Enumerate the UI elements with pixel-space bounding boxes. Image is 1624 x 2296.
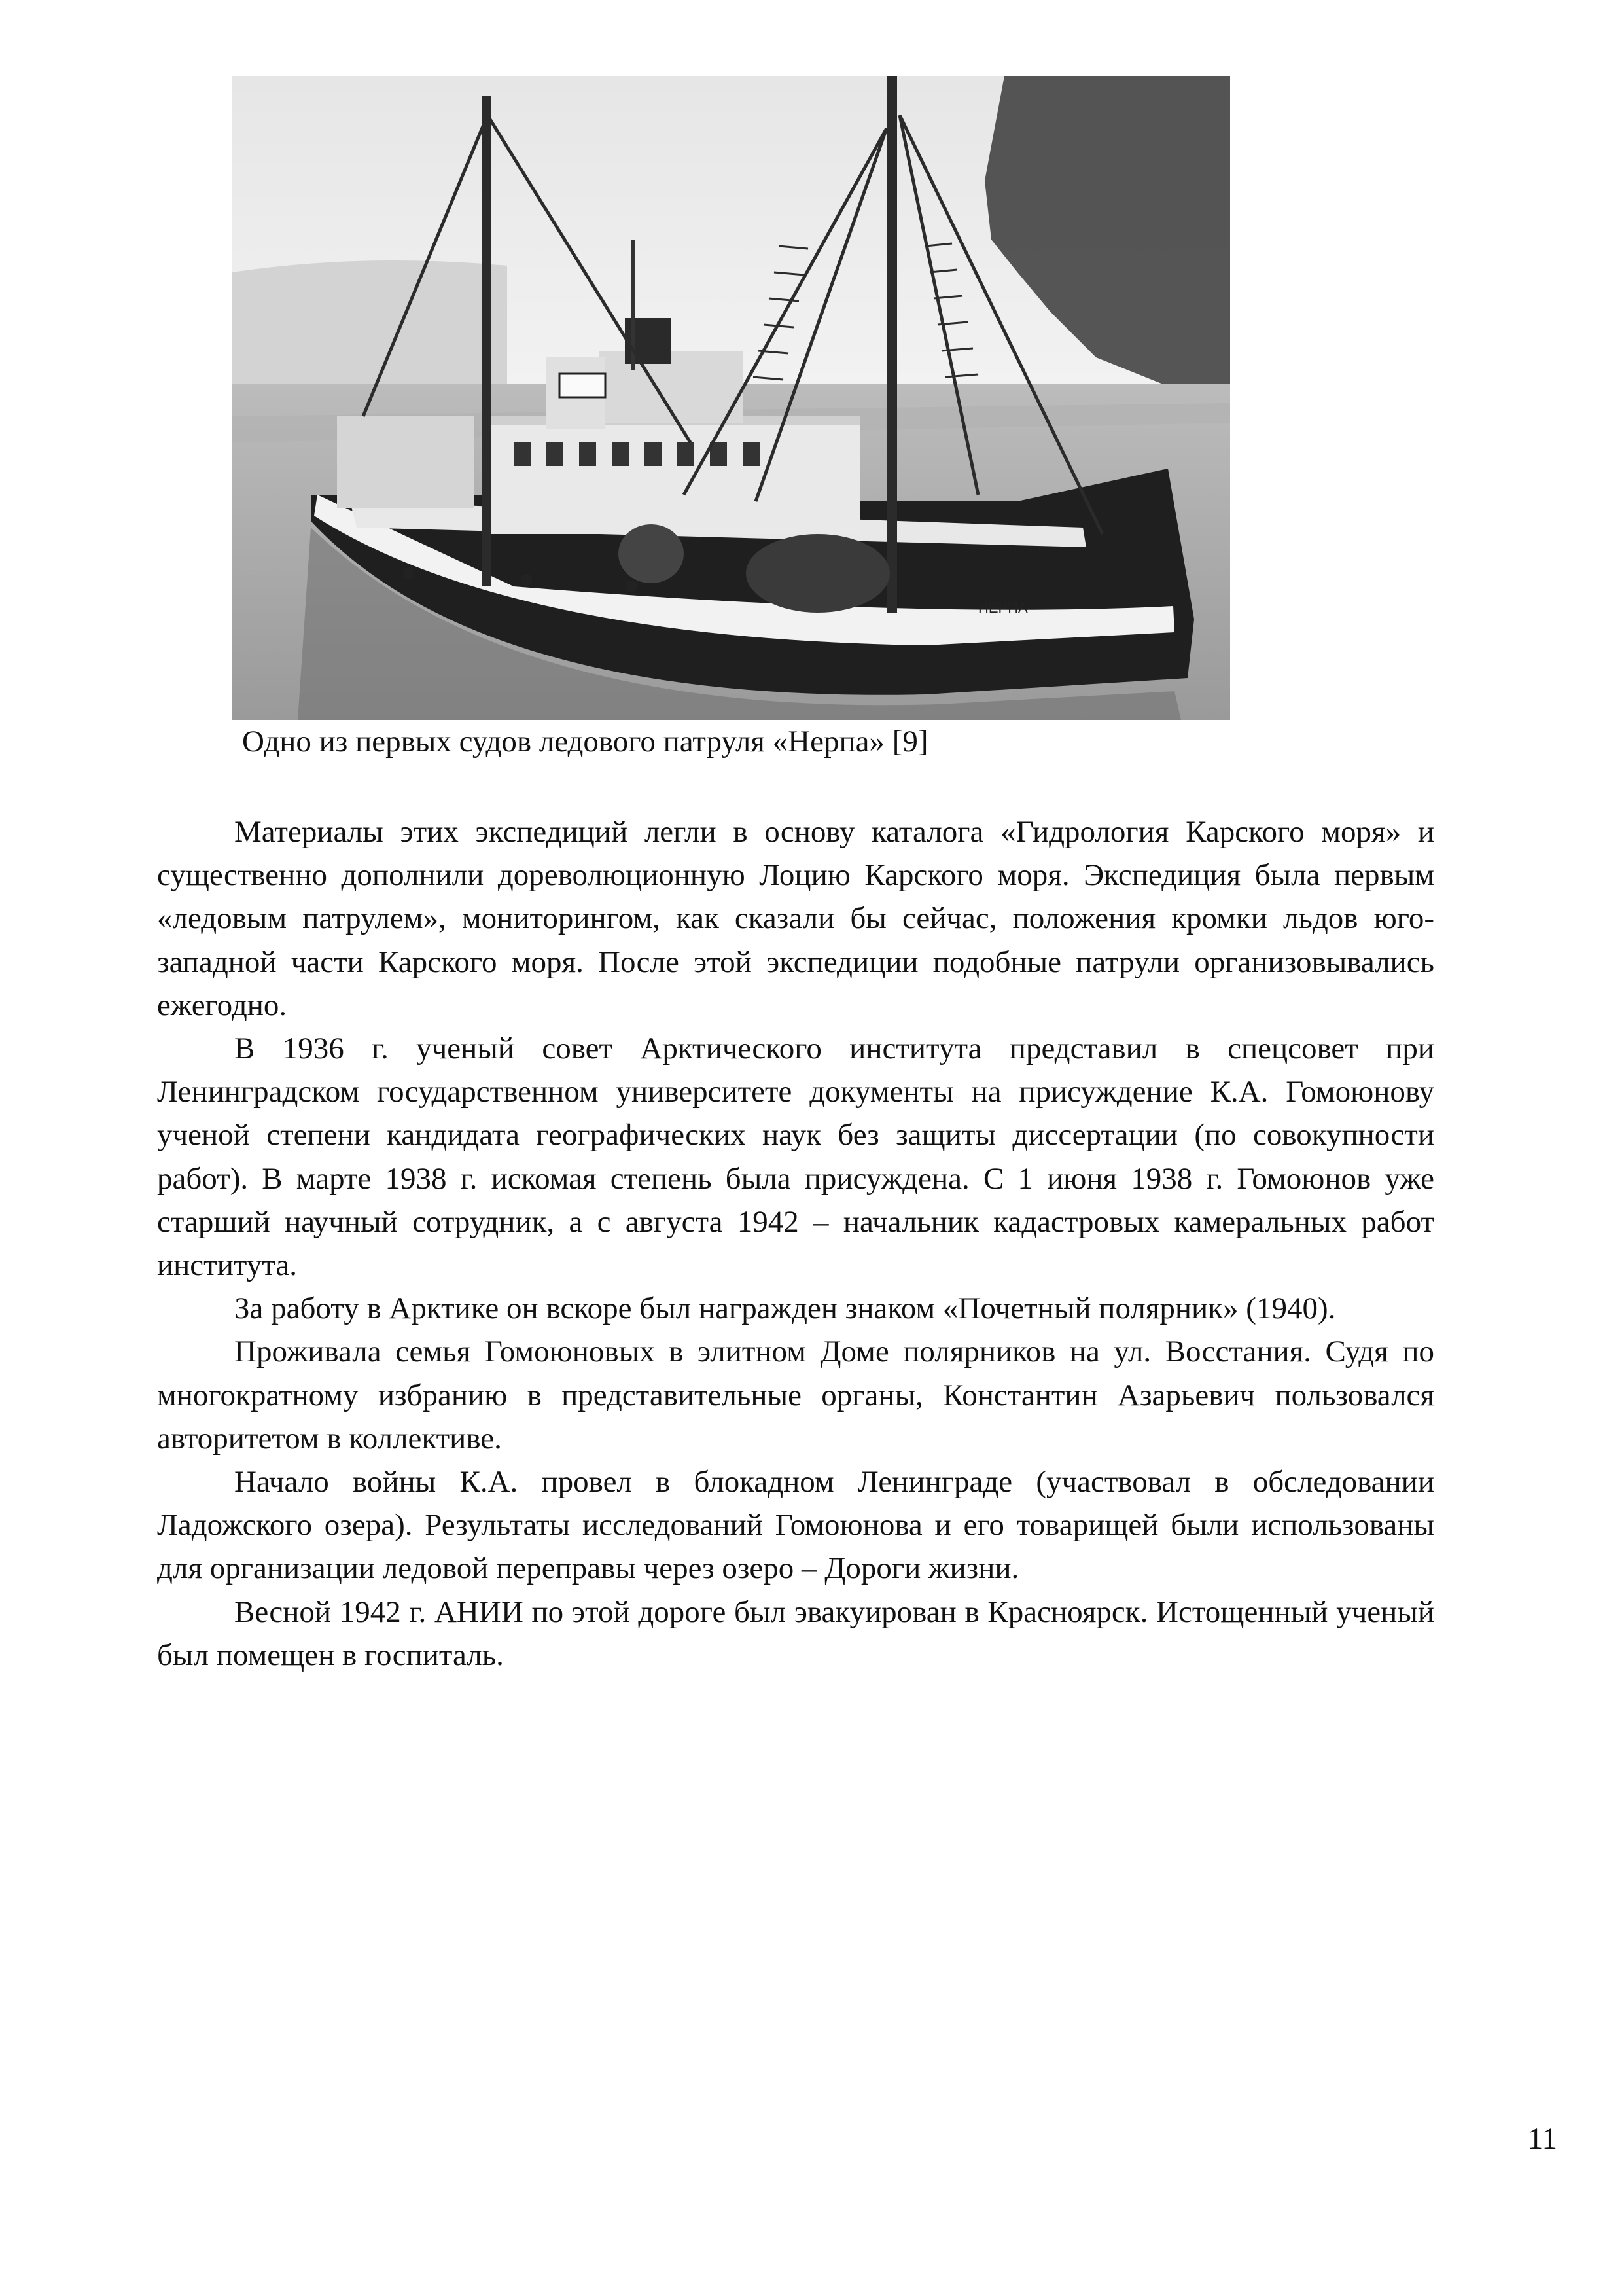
hull-ship-name: НЕРПА bbox=[978, 600, 1028, 616]
paragraph: В 1936 г. ученый совет Арктического института представил в спецсовет при Ленинградском государственном университете документы на присуждение К.А. Гомоюнову ученой степени кандидата географических наук без защиты диссертации (по совокупности работ). В марте 1938 г. искомая степень была присуждена. С 1 июня 1938 г. Гомоюнов уже старший научный сотрудник, а с августа 1942 – начальник кадастровых камеральных работ института. bbox=[157, 1031, 1434, 1283]
paragraph: Проживала семья Гомоюновых в элитном Доме полярников на ул. Восстания. Судя по многократному избранию в представительные органы, Константин Азарьевич пользовался авторитетом в коллективе. bbox=[157, 1335, 1434, 1456]
paragraph: Начало войны К.А. провел в блокадном Ленинграде (участвовал в обследовании Ладожского озера). Результаты исследований Гомоюнова и его товарищей были использованы для организации ледовой переправы через озеро – Дороги жизни. bbox=[157, 1465, 1434, 1586]
ship-photo bbox=[232, 76, 1230, 720]
paragraph: Весной 1942 г. АНИИ по этой дороге был эвакуирован в Красноярск. Истощенный ученый был помещен в госпиталь. bbox=[157, 1594, 1434, 1672]
paragraph: За работу в Арктике он вскоре был награжден знаком «Почетный полярник» (1940). bbox=[234, 1291, 1336, 1326]
figure-caption: Одно из первых судов ледового патруля «Нерпа» [9] bbox=[242, 725, 928, 759]
page-number: 11 bbox=[1527, 2122, 1557, 2156]
paragraph: Материалы этих экспедиций легли в основу каталога «Гидрология Карского моря» и существенно дополнили дореволюционную Лоцию Карского моря. Экспедиция была первым «ледовым патрулем», мониторингом, как сказали бы сейчас, положения кромки льдов юго-западной части Карского моря. После этой экспедиции подобные патрули организовывались ежегодно. bbox=[157, 815, 1434, 1022]
body-text bbox=[157, 810, 1434, 1677]
